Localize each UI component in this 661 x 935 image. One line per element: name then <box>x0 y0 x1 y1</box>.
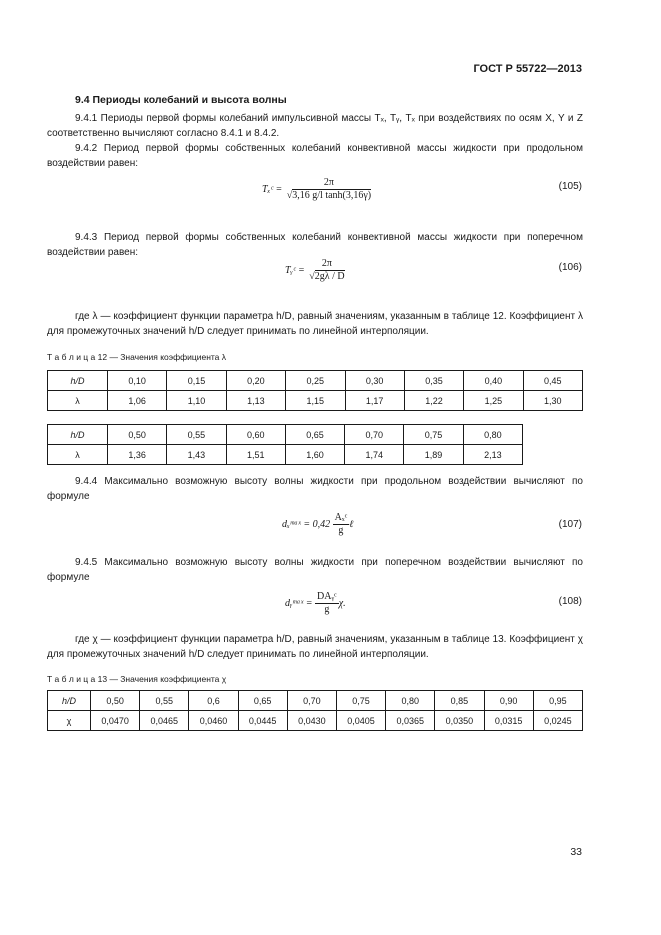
paragraph-9-4-2: 9.4.2 Период первой формы собственных колебаний конвективной массы жидкости при продольном воздействии равен: <box>47 143 583 169</box>
formula-107: dₓᵐᵃˣ = 0,42 $\frac{\text{Aₓᶜ}}{g}$ ℓ <box>282 512 354 536</box>
table-cell: 0,75 <box>336 691 385 711</box>
table-cell: 0,80 <box>463 425 522 445</box>
table-cell: 0,6 <box>189 691 238 711</box>
row-header-hd: h/D <box>48 425 108 445</box>
row-header-hd: h/D <box>48 371 108 391</box>
paragraph-9-4-1: 9.4.1 Периоды первой формы колебаний импульсивной массы Tₓ, Tᵧ, Tₓ при воздействиях по осям X, Y и Z соответственно вычисляют согласно 8.4.1 и 8.4.2. <box>47 113 583 139</box>
table-cell: 1,10 <box>167 391 226 411</box>
equation-number-105: (105) <box>558 181 582 192</box>
table-cell: 1,22 <box>404 391 463 411</box>
table-cell: 0,20 <box>226 371 285 391</box>
table-cell: 1,13 <box>226 391 285 411</box>
table-13 <box>47 690 583 731</box>
table-cell: 1,51 <box>226 445 285 465</box>
table-cell: 0,0405 <box>336 711 385 731</box>
table-cell: 0,15 <box>167 371 226 391</box>
table-cell: 1,15 <box>286 391 345 411</box>
table-12-part-1 <box>47 370 583 411</box>
table-cell: 0,70 <box>345 425 404 445</box>
table-row <box>48 711 583 731</box>
table-13-caption: Т а б л и ц а 13 — Значения коэффициента χ <box>47 674 227 684</box>
table-row <box>48 691 583 711</box>
table-cell: 0,85 <box>435 691 484 711</box>
table-row <box>48 445 523 465</box>
table-cell: 0,40 <box>464 371 523 391</box>
table-cell: 0,0430 <box>287 711 336 731</box>
table-cell: 0,35 <box>404 371 463 391</box>
table-cell: 0,45 <box>523 371 582 391</box>
table-cell: 0,0465 <box>140 711 189 731</box>
table-cell: 0,65 <box>238 691 287 711</box>
table-cell: 0,0470 <box>91 711 140 731</box>
row-header-lambda: λ <box>48 445 108 465</box>
table-row <box>48 425 523 445</box>
table-cell: 0,0460 <box>189 711 238 731</box>
table-cell: 1,43 <box>167 445 226 465</box>
table-cell: 0,50 <box>91 691 140 711</box>
table-row <box>48 371 583 391</box>
table-cell: 0,65 <box>285 425 344 445</box>
paragraph-9-4-3: 9.4.3 Период первой формы собственных колебаний конвективной массы жидкости при поперечном воздействии равен: <box>47 232 583 258</box>
chi-note: где χ — коэффициент функции параметра h/D, равный значениям, указанным в таблице 13. Коэффициент χ для промежуточных значений h/D следует принимать по линейной интерполяции. <box>47 634 583 660</box>
table-cell: 1,60 <box>285 445 344 465</box>
formula-105: Tₓᶜ = $\frac{2\pi}{\text{√3,16 g/l tanh(3,16γ)}}$ <box>262 177 372 201</box>
table-cell: 0,0315 <box>484 711 533 731</box>
standard-code: ГОСТ Р 55722—2013 <box>473 63 582 75</box>
table-cell: 1,74 <box>345 445 404 465</box>
table-cell: 0,60 <box>226 425 285 445</box>
table-cell: 0,70 <box>287 691 336 711</box>
equation-number-107: (107) <box>558 519 582 530</box>
paragraph-9-4-4: 9.4.4 Максимально возможную высоту волны жидкости при продольном воздействии вычисляют по формуле <box>47 476 583 502</box>
table-cell: 0,0245 <box>533 711 582 731</box>
table-cell: 1,89 <box>404 445 463 465</box>
table-12-part-2 <box>47 424 523 465</box>
table-cell: 2,13 <box>463 445 522 465</box>
section-title: 9.4 Периоды колебаний и высота волны <box>75 94 287 106</box>
table-cell: 0,55 <box>167 425 226 445</box>
table-cell: 0,55 <box>140 691 189 711</box>
table-cell: 0,80 <box>386 691 435 711</box>
table-cell: 0,50 <box>108 425 167 445</box>
table-cell: 1,30 <box>523 391 582 411</box>
page-number: 33 <box>570 846 582 858</box>
table-cell: 0,10 <box>108 371 167 391</box>
table-cell: 0,0445 <box>238 711 287 731</box>
formula-108: dᵧᵐᵃˣ = $\frac{\text{DAᵧᶜ}}{g}$ χ. <box>285 591 346 615</box>
table-cell: 0,0365 <box>386 711 435 731</box>
table-12-caption: Т а б л и ц а 12 — Значения коэффициента λ <box>47 352 227 362</box>
row-header-chi: χ <box>48 711 91 731</box>
lambda-note: где λ — коэффициент функции параметра h/D, равный значениям, указанным в таблице 12. Коэффициент λ для промежуточных значений h/D следует принимать по линейной интерполяции. <box>47 311 583 337</box>
equation-number-108: (108) <box>558 596 582 607</box>
table-row <box>48 391 583 411</box>
table-cell: 0,30 <box>345 371 404 391</box>
table-cell: 0,90 <box>484 691 533 711</box>
table-cell: 1,17 <box>345 391 404 411</box>
table-cell: 1,36 <box>108 445 167 465</box>
row-header-hd: h/D <box>48 691 91 711</box>
table-cell: 0,0350 <box>435 711 484 731</box>
table-cell: 0,75 <box>404 425 463 445</box>
table-cell: 1,25 <box>464 391 523 411</box>
table-cell: 0,95 <box>533 691 582 711</box>
paragraph-9-4-5: 9.4.5 Максимально возможную высоту волны жидкости при поперечном воздействии вычисляют по формуле <box>47 557 583 583</box>
table-cell: 0,25 <box>286 371 345 391</box>
row-header-lambda: λ <box>48 391 108 411</box>
formula-106: Tᵧᶜ = $\frac{2\pi}{√2g\lambda / D}$ <box>285 258 345 282</box>
table-cell: 1,06 <box>108 391 167 411</box>
equation-number-106: (106) <box>558 262 582 273</box>
